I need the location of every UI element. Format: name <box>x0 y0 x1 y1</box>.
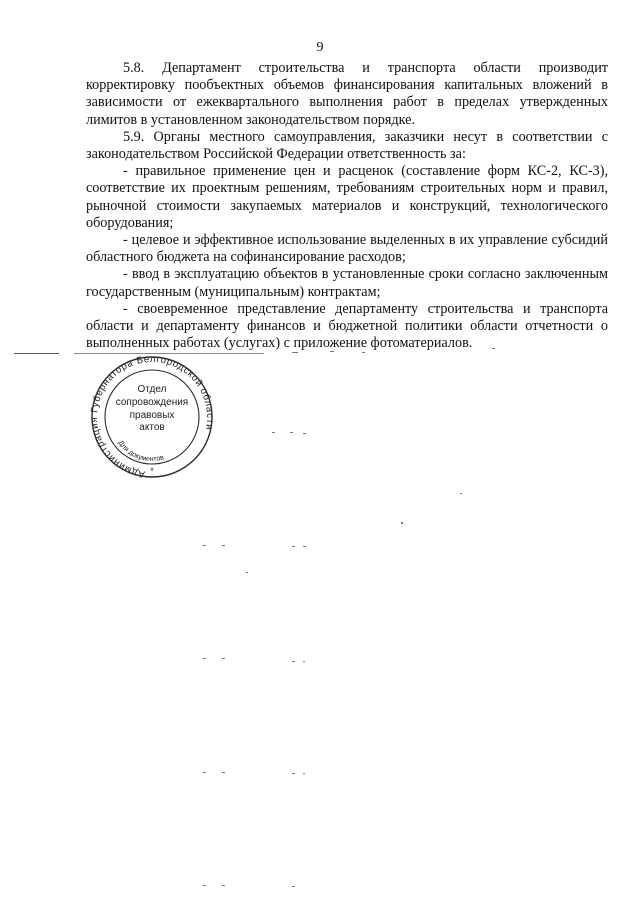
paragraph-5-8: 5.8. Департамент строительства и транспорта области производит корректировку пообъектных объемов финансирования капитальных вложений в зависимости от ежеквартального выполнения работ в пределах утвержденных лимитов в установленном законодательством порядке. <box>86 60 608 128</box>
page-number: 9 <box>316 40 324 55</box>
stamp-line-1: Отдел <box>137 384 167 395</box>
stamp-line-3: правовых <box>129 410 175 421</box>
paragraph-5-9: 5.9. Органы местного самоуправления, заказчики несут в соответствии с законодательством Российской Федерации ответственность за: <box>86 128 608 163</box>
list-item-reporting: - своевременное представление департаменту строительства и транспорта области и департаменту финансов и бюджетной политики области отчетности о выполненных работах (услугах) с приложение фотоматериалов. <box>86 300 608 352</box>
list-item-prices: - правильное применение цен и расценок (составление форм КС-2, КС-3), соответствие их проектным решениям, требованиям строительных норм и правил, рыночной стоимости закупаемых материалов и конструкций, технологического оборудования; <box>86 163 608 231</box>
stamp-line-2: сопровождения <box>115 397 189 408</box>
svg-text:Для документов <box>117 440 165 463</box>
stamp-bottom-text: Для документов <box>116 439 165 464</box>
list-item-commissioning: - ввод в эксплуатацию объектов в установленные сроки согласно заключенным государственным (муниципальным) контрактам; <box>86 266 608 300</box>
stamp-star: * <box>150 466 154 476</box>
official-stamp <box>77 355 227 480</box>
stamp-line-4: актов <box>139 422 165 433</box>
stamp-ring-text: Администрация Губернатора Белгородской области <box>88 355 216 480</box>
list-item-subsidies: - целевое и эффективное использование выделенных в их управление субсидий областного бюджета на софинансирование расходов; <box>86 232 608 266</box>
